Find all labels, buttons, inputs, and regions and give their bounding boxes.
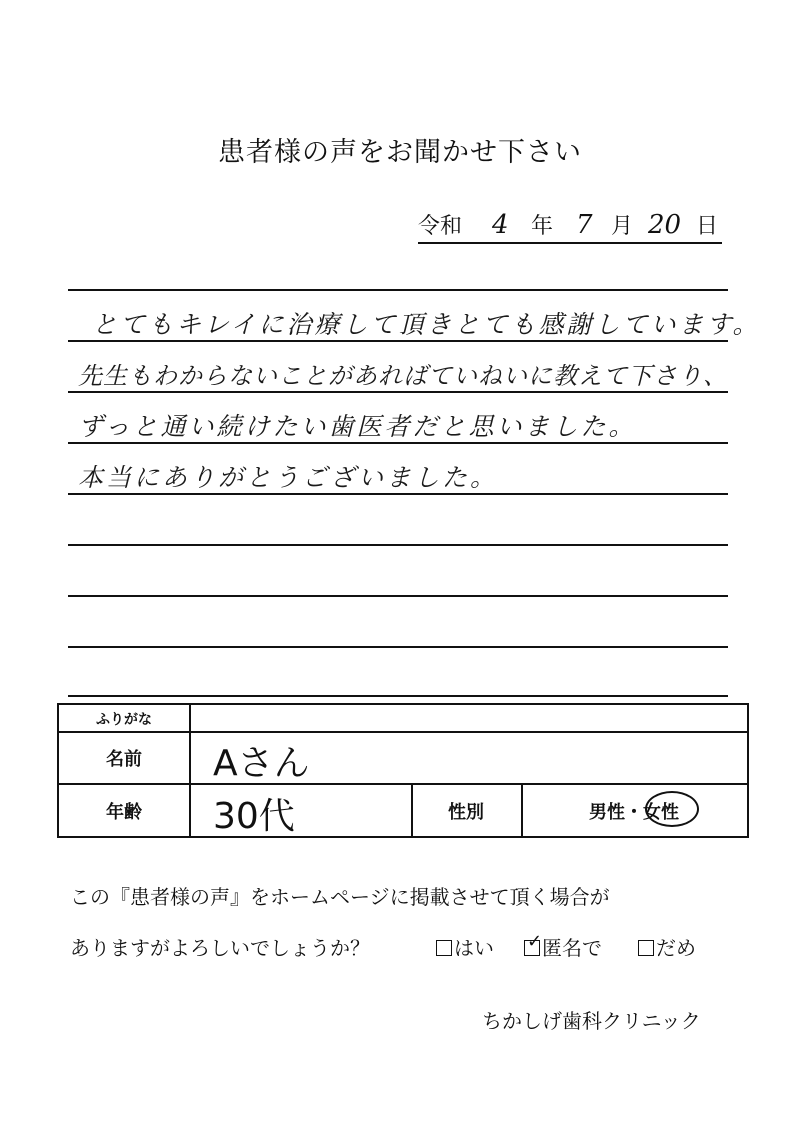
age-label: 年齢 (106, 802, 142, 823)
date-era: 令和 (418, 214, 463, 239)
permission-line-2: ありますがよろしいでしょうか？ (70, 936, 370, 960)
form-divider (59, 783, 747, 785)
gender-label: 性別 (448, 802, 484, 823)
date-day-unit: 日 (696, 214, 719, 239)
ruled-line (68, 646, 728, 648)
name-value: Aさん (213, 743, 310, 784)
ruled-line (68, 595, 728, 597)
date-month: 7 (576, 210, 593, 240)
date-month-unit: 月 (611, 214, 634, 239)
date-year-unit: 年 (531, 214, 554, 239)
age-value: 30代 (213, 796, 295, 837)
form-divider (59, 731, 747, 733)
checkbox-no (638, 940, 654, 956)
furigana-label: ふりがな (96, 712, 152, 728)
comment-line-3: ずっと通い続けたい歯医者だと思いました。 (78, 412, 637, 441)
check-icon: ✓ (527, 931, 543, 952)
info-form (57, 703, 749, 838)
ruled-line (68, 695, 728, 697)
page-title: 患者様の声をお聞かせ下さい (218, 137, 582, 168)
comment-line-4: 本当にありがとうございました。 (78, 463, 499, 492)
clinic-name: ちかしげ歯科クリニック (482, 1009, 701, 1033)
date-line (418, 210, 722, 244)
form-divider (189, 705, 191, 836)
ruled-line (68, 391, 728, 393)
option-no: だめ (638, 932, 696, 961)
date-day: 20 (648, 210, 682, 240)
date-year: 4 (492, 210, 509, 240)
gender-options: 男性・女性 (589, 802, 679, 823)
ruled-line (68, 544, 728, 546)
checkbox-yes (436, 940, 452, 956)
gender-selection-circle (645, 791, 699, 827)
permission-line-1: この『患者様の声』をホームページに掲載させて頂く場合が (70, 885, 610, 909)
checkbox-anonymous (524, 931, 543, 956)
comment-line-2: 先生もわからないことがあればていねいに教えて下さり、 (78, 362, 728, 390)
option-yes: はい (436, 932, 494, 961)
comment-line-1: とてもキレイに治療して頂きとても感謝しています。 (92, 310, 761, 339)
option-anonymous: ✓ 匿名で (524, 932, 602, 961)
ruled-line (68, 289, 728, 291)
name-label: 名前 (106, 749, 142, 770)
